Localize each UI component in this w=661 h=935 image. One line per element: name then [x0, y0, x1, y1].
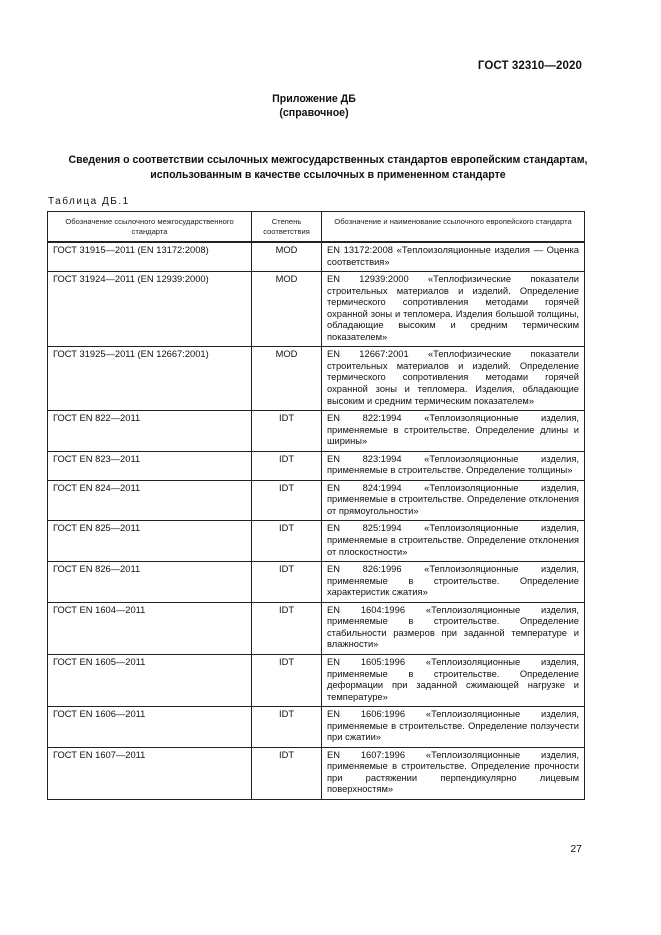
annex-subtitle: (справочное) [279, 107, 349, 119]
table-row [48, 347, 585, 411]
page-number: 27 [570, 843, 582, 855]
en-standard-cell: EN 823:1994 «Теплоизоляционные изделия, применяемые в строительстве. Определение толщины» [322, 451, 585, 480]
column-header-gost: Обозначение ссылочного межгосударственного стандарта [48, 212, 252, 243]
degree-cell: MOD [252, 347, 322, 411]
table-row [48, 521, 585, 562]
annex-title: Приложение ДБ [272, 93, 356, 105]
degree-cell: IDT [252, 411, 322, 452]
gost-cell: ГОСТ EN 826—2011 [48, 562, 252, 603]
gost-cell: ГОСТ 31925—2011 (EN 12667:2001) [48, 347, 252, 411]
degree-cell: IDT [252, 521, 322, 562]
en-standard-cell: EN 1606:1996 «Теплоизоляционные изделия, применяемые в строительстве. Определение ползучести при сжатии» [322, 707, 585, 748]
table-row [48, 707, 585, 748]
column-header-degree: Степень соответствия [252, 212, 322, 243]
degree-cell: MOD [252, 242, 322, 272]
en-standard-cell: EN 825:1994 «Теплоизоляционные изделия, применяемые в строительстве. Определение отклонения от плоскостности» [322, 521, 585, 562]
degree-cell: IDT [252, 707, 322, 748]
table-row [48, 272, 585, 347]
gost-cell: ГОСТ 31924—2011 (EN 12939:2000) [48, 272, 252, 347]
en-standard-cell: EN 826:1996 «Теплоизоляционные изделия, применяемые в строительстве. Определение характеристик сжатия» [322, 562, 585, 603]
en-standard-cell: EN 12939:2000 «Теплофизические показатели строительных материалов и изделий. Определение термического сопротивления методами горячей охранной зоны и тепломера. Изделия большой толщины, обладающие высоким и средним термическим показателем» [322, 272, 585, 347]
degree-cell: MOD [252, 272, 322, 347]
degree-cell: IDT [252, 602, 322, 654]
gost-cell: ГОСТ EN 1604—2011 [48, 602, 252, 654]
column-header-en: Обозначение и наименование ссылочного европейского стандарта [322, 212, 585, 243]
gost-cell: ГОСТ 31915—2011 (EN 13172:2008) [48, 242, 252, 272]
en-standard-cell: EN 1604:1996 «Теплоизоляционные изделия, применяемые в строительстве. Определение стабильности размеров при заданной температуре и влажности» [322, 602, 585, 654]
table-row [48, 451, 585, 480]
document-code: ГОСТ 32310—2020 [477, 60, 582, 72]
table-row [48, 747, 585, 799]
reference-table [47, 211, 585, 800]
degree-cell: IDT [252, 480, 322, 521]
degree-cell: IDT [252, 562, 322, 603]
degree-cell: IDT [252, 451, 322, 480]
gost-cell: ГОСТ EN 823—2011 [48, 451, 252, 480]
en-standard-cell: EN 1605:1996 «Теплоизоляционные изделия, применяемые в строительстве. Определение деформации при заданной сжимающей нагрузке и температуре» [322, 654, 585, 706]
en-standard-cell: EN 12667:2001 «Теплофизические показатели строительных материалов и изделий. Определение термического сопротивления методами горячей охранной зоны и тепломера. Изделия, обладающие высоким и средним термическим показателем» [322, 347, 585, 411]
table-row [48, 602, 585, 654]
gost-cell: ГОСТ EN 1606—2011 [48, 707, 252, 748]
table-row [48, 562, 585, 603]
en-standard-cell: EN 824:1994 «Теплоизоляционные изделия, применяемые в строительстве. Определение отклонения от прямоугольности» [322, 480, 585, 521]
gost-cell: ГОСТ EN 825—2011 [48, 521, 252, 562]
gost-cell: ГОСТ EN 1605—2011 [48, 654, 252, 706]
gost-cell: ГОСТ EN 1607—2011 [48, 747, 252, 799]
en-standard-cell: EN 822:1994 «Теплоизоляционные изделия, применяемые в строительстве. Определение длины и ширины» [322, 411, 585, 452]
section-heading: Сведения о соответствии ссылочных межгосударственных стандартов европейским стандартам, использованным в качестве ссылочных в примененном стандарте [68, 154, 588, 181]
table-row [48, 480, 585, 521]
annex-block [0, 92, 628, 120]
en-standard-cell: EN 13172:2008 «Теплоизоляционные изделия — Оценка соответствия» [322, 242, 585, 272]
en-standard-cell: EN 1607:1996 «Теплоизоляционные изделия, применяемые в строительстве. Определение прочности при растяжении перпендикулярно лицевым поверхностям» [322, 747, 585, 799]
degree-cell: IDT [252, 654, 322, 706]
table-caption: Таблица ДБ.1 [48, 196, 130, 207]
table-row [48, 242, 585, 272]
gost-cell: ГОСТ EN 822—2011 [48, 411, 252, 452]
degree-cell: IDT [252, 747, 322, 799]
table-row [48, 411, 585, 452]
table-row [48, 654, 585, 706]
gost-cell: ГОСТ EN 824—2011 [48, 480, 252, 521]
